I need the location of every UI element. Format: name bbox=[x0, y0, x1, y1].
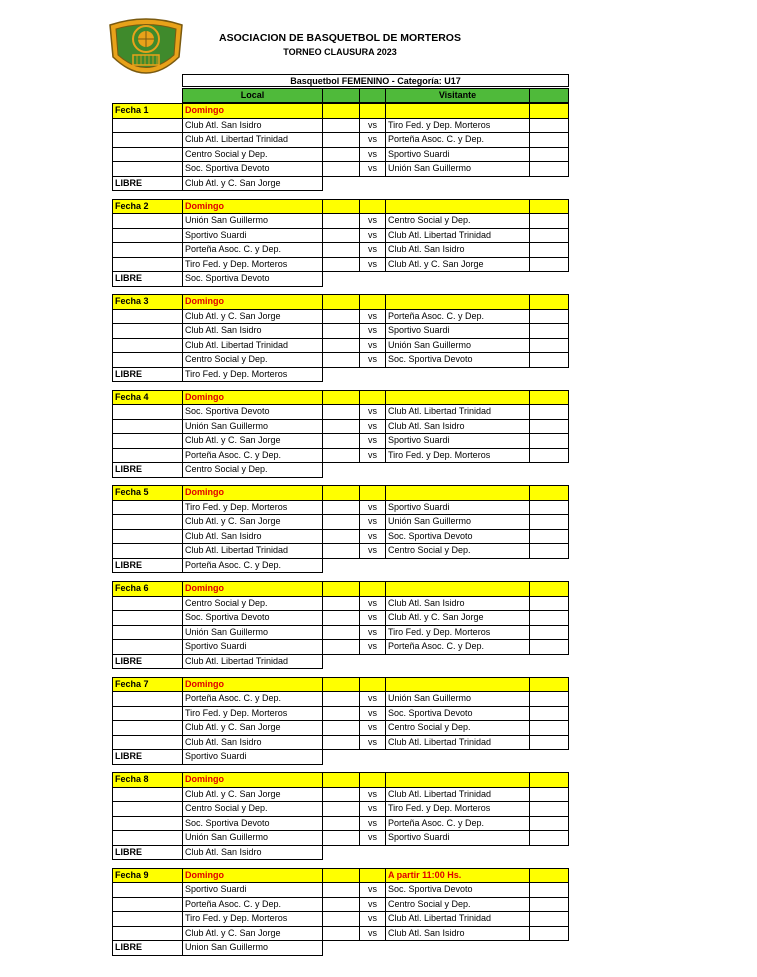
blank-cell bbox=[112, 257, 183, 273]
fecha-note: A partir 11:00 Hs. bbox=[385, 868, 530, 884]
blank-cell bbox=[112, 147, 183, 163]
libre-team: Union San Guillermo bbox=[182, 940, 323, 956]
blank-cell bbox=[112, 433, 183, 449]
local-team: Sportivo Suardi bbox=[182, 882, 323, 898]
blank-cell bbox=[529, 706, 569, 722]
libre-team: Club Atl. San Isidro bbox=[182, 845, 323, 861]
blank-cell bbox=[529, 720, 569, 736]
blank-cell bbox=[112, 610, 183, 626]
libre-label: LIBRE bbox=[112, 271, 183, 287]
blank-cell bbox=[322, 830, 360, 846]
fecha-label: Fecha 6 bbox=[112, 581, 183, 597]
local-team: Centro Social y Dep. bbox=[182, 596, 323, 612]
blank-cell bbox=[529, 625, 569, 641]
vs-label: vs bbox=[359, 323, 386, 339]
vs-label: vs bbox=[359, 787, 386, 803]
local-team: Club Atl. y C. San Jorge bbox=[182, 926, 323, 942]
blank-cell bbox=[322, 639, 360, 655]
visitante-team: Tiro Fed. y Dep. Morteros bbox=[385, 625, 530, 641]
blank-cell bbox=[322, 882, 360, 898]
visitante-team: Club Atl. Libertad Trinidad bbox=[385, 735, 530, 751]
vs-label: vs bbox=[359, 897, 386, 913]
blank-cell bbox=[322, 625, 360, 641]
blank-cell bbox=[322, 801, 360, 817]
visitante-team: Club Atl. Libertad Trinidad bbox=[385, 228, 530, 244]
visitante-header: Visitante bbox=[385, 88, 530, 103]
blank-cell bbox=[322, 735, 360, 751]
blank-cell bbox=[359, 677, 386, 693]
visitante-team: Club Atl. Libertad Trinidad bbox=[385, 787, 530, 803]
blank-cell bbox=[529, 323, 569, 339]
visitante-team: Porteña Asoc. C. y Dep. bbox=[385, 132, 530, 148]
fecha-label: Fecha 5 bbox=[112, 485, 183, 501]
blank-cell bbox=[112, 639, 183, 655]
local-team: Club Atl. Libertad Trinidad bbox=[182, 338, 323, 354]
visitante-team: Centro Social y Dep. bbox=[385, 720, 530, 736]
vs-label: vs bbox=[359, 161, 386, 177]
blank-cell bbox=[322, 323, 360, 339]
blank-cell bbox=[112, 323, 183, 339]
local-team: Sportivo Suardi bbox=[182, 228, 323, 244]
blank-cell bbox=[322, 433, 360, 449]
blank-cell bbox=[322, 543, 360, 559]
blank-cell bbox=[359, 868, 386, 884]
local-team: Centro Social y Dep. bbox=[182, 801, 323, 817]
visitante-team: Soc. Sportiva Devoto bbox=[385, 352, 530, 368]
visitante-team: Club Atl. San Isidro bbox=[385, 926, 530, 942]
blank-cell bbox=[322, 787, 360, 803]
libre-team: Sportivo Suardi bbox=[182, 749, 323, 765]
visitante-team: Centro Social y Dep. bbox=[385, 543, 530, 559]
local-team: Sportivo Suardi bbox=[182, 639, 323, 655]
vs-label: vs bbox=[359, 132, 386, 148]
blank-cell bbox=[112, 596, 183, 612]
blank-cell bbox=[322, 485, 360, 501]
local-team: Club Atl. San Isidro bbox=[182, 118, 323, 134]
local-header: Local bbox=[182, 88, 323, 103]
vs-label: vs bbox=[359, 911, 386, 927]
local-team: Club Atl. Libertad Trinidad bbox=[182, 543, 323, 559]
local-team: Unión San Guillermo bbox=[182, 830, 323, 846]
blank-cell bbox=[112, 735, 183, 751]
libre-label: LIBRE bbox=[112, 176, 183, 192]
fecha-label: Fecha 8 bbox=[112, 772, 183, 788]
blank-cell bbox=[322, 213, 360, 229]
visitante-team: Sportivo Suardi bbox=[385, 147, 530, 163]
blank-cell bbox=[529, 213, 569, 229]
blank-cell bbox=[322, 390, 360, 406]
blank-cell bbox=[529, 228, 569, 244]
blank-cell bbox=[529, 485, 569, 501]
blank-cell bbox=[529, 911, 569, 927]
vs-label: vs bbox=[359, 691, 386, 707]
blank-cell bbox=[112, 228, 183, 244]
blank-cell bbox=[112, 816, 183, 832]
local-team: Porteña Asoc. C. y Dep. bbox=[182, 897, 323, 913]
vs-label: vs bbox=[359, 309, 386, 325]
blank-cell bbox=[112, 830, 183, 846]
blank-cell bbox=[322, 199, 360, 215]
day-label: Domingo bbox=[182, 199, 323, 215]
blank-cell bbox=[112, 882, 183, 898]
visitante-team: Tiro Fed. y Dep. Morteros bbox=[385, 118, 530, 134]
local-team: Soc. Sportiva Devoto bbox=[182, 816, 323, 832]
blank-cell bbox=[322, 816, 360, 832]
libre-team: Club Atl. Libertad Trinidad bbox=[182, 654, 323, 670]
visitante-team: Centro Social y Dep. bbox=[385, 897, 530, 913]
local-team: Porteña Asoc. C. y Dep. bbox=[182, 691, 323, 707]
blank-cell bbox=[322, 514, 360, 530]
blank-cell bbox=[322, 610, 360, 626]
fecha-label: Fecha 7 bbox=[112, 677, 183, 693]
blank-cell bbox=[322, 338, 360, 354]
blank-cell bbox=[112, 419, 183, 435]
vs-label: vs bbox=[359, 706, 386, 722]
local-team: Soc. Sportiva Devoto bbox=[182, 610, 323, 626]
local-team: Club Atl. Libertad Trinidad bbox=[182, 132, 323, 148]
blank-cell bbox=[529, 868, 569, 884]
vs-label: vs bbox=[359, 596, 386, 612]
day-label: Domingo bbox=[182, 581, 323, 597]
blank-cell bbox=[112, 242, 183, 258]
blank-cell bbox=[322, 103, 360, 119]
local-team: Tiro Fed. y Dep. Morteros bbox=[182, 706, 323, 722]
libre-team: Porteña Asoc. C. y Dep. bbox=[182, 558, 323, 574]
blank-cell bbox=[112, 161, 183, 177]
vs-label: vs bbox=[359, 419, 386, 435]
visitante-team: Soc. Sportiva Devoto bbox=[385, 529, 530, 545]
local-team: Club Atl. San Isidro bbox=[182, 323, 323, 339]
blank-cell bbox=[112, 500, 183, 516]
blank-cell bbox=[322, 677, 360, 693]
local-team: Centro Social y Dep. bbox=[182, 147, 323, 163]
visitante-team: Unión San Guillermo bbox=[385, 338, 530, 354]
blank-cell bbox=[112, 926, 183, 942]
blank-cell bbox=[529, 294, 569, 310]
local-team: Unión San Guillermo bbox=[182, 213, 323, 229]
blank-cell bbox=[529, 882, 569, 898]
blank-cell bbox=[529, 132, 569, 148]
fecha-note bbox=[385, 485, 530, 501]
blank-cell bbox=[322, 118, 360, 134]
blank-cell bbox=[322, 596, 360, 612]
local-team: Soc. Sportiva Devoto bbox=[182, 404, 323, 420]
day-label: Domingo bbox=[182, 868, 323, 884]
blank-cell bbox=[322, 772, 360, 788]
visitante-team: Club Atl. San Isidro bbox=[385, 242, 530, 258]
local-team: Club Atl. y C. San Jorge bbox=[182, 514, 323, 530]
visitante-team: Unión San Guillermo bbox=[385, 514, 530, 530]
local-team: Club Atl. y C. San Jorge bbox=[182, 433, 323, 449]
blank-cell bbox=[359, 294, 386, 310]
blank-cell bbox=[322, 868, 360, 884]
local-team: Club Atl. y C. San Jorge bbox=[182, 309, 323, 325]
blank-cell bbox=[529, 691, 569, 707]
vs-label: vs bbox=[359, 735, 386, 751]
visitante-team: Sportivo Suardi bbox=[385, 323, 530, 339]
blank-cell bbox=[112, 404, 183, 420]
blank-cell bbox=[112, 529, 183, 545]
blank-cell bbox=[322, 257, 360, 273]
blank-cell bbox=[322, 404, 360, 420]
libre-label: LIBRE bbox=[112, 749, 183, 765]
blank-cell bbox=[322, 926, 360, 942]
vs-label: vs bbox=[359, 543, 386, 559]
local-team: Club Atl. y C. San Jorge bbox=[182, 720, 323, 736]
blank-cell bbox=[529, 772, 569, 788]
blank-cell bbox=[112, 706, 183, 722]
local-team: Unión San Guillermo bbox=[182, 419, 323, 435]
vs-label: vs bbox=[359, 514, 386, 530]
vs-label: vs bbox=[359, 639, 386, 655]
blank-cell bbox=[529, 816, 569, 832]
blank-cell bbox=[359, 485, 386, 501]
blank-cell bbox=[112, 352, 183, 368]
vs-label: vs bbox=[359, 500, 386, 516]
visitante-team: Tiro Fed. y Dep. Morteros bbox=[385, 801, 530, 817]
blank-cell bbox=[322, 161, 360, 177]
blank-cell bbox=[529, 787, 569, 803]
blank-cell bbox=[359, 581, 386, 597]
blank-cell bbox=[529, 514, 569, 530]
blank-cell bbox=[529, 118, 569, 134]
vs-label: vs bbox=[359, 242, 386, 258]
fecha-label: Fecha 3 bbox=[112, 294, 183, 310]
blank-cell bbox=[112, 543, 183, 559]
blank-cell bbox=[529, 926, 569, 942]
visitante-team: Centro Social y Dep. bbox=[385, 213, 530, 229]
blank-cell bbox=[529, 433, 569, 449]
blank-cell bbox=[529, 352, 569, 368]
blank-cell bbox=[112, 514, 183, 530]
fecha-note bbox=[385, 199, 530, 215]
libre-label: LIBRE bbox=[112, 940, 183, 956]
blank-cell bbox=[322, 242, 360, 258]
local-team: Unión San Guillermo bbox=[182, 625, 323, 641]
visitante-team: Sportivo Suardi bbox=[385, 830, 530, 846]
local-team: Club Atl. San Isidro bbox=[182, 529, 323, 545]
visitante-team: Unión San Guillermo bbox=[385, 691, 530, 707]
local-team: Tiro Fed. y Dep. Morteros bbox=[182, 500, 323, 516]
blank-cell bbox=[359, 103, 386, 119]
vs-label: vs bbox=[359, 257, 386, 273]
blank-cell bbox=[322, 897, 360, 913]
blank-cell bbox=[322, 228, 360, 244]
blank-cell bbox=[112, 132, 183, 148]
blank-cell bbox=[322, 500, 360, 516]
fecha-note bbox=[385, 677, 530, 693]
fecha-note bbox=[385, 294, 530, 310]
day-label: Domingo bbox=[182, 677, 323, 693]
local-team: Soc. Sportiva Devoto bbox=[182, 161, 323, 177]
blank-cell bbox=[112, 787, 183, 803]
libre-label: LIBRE bbox=[112, 654, 183, 670]
blank-cell bbox=[529, 448, 569, 464]
blank-cell bbox=[322, 581, 360, 597]
fecha-note bbox=[385, 772, 530, 788]
visitante-team: Porteña Asoc. C. y Dep. bbox=[385, 816, 530, 832]
visitante-team: Soc. Sportiva Devoto bbox=[385, 882, 530, 898]
blank-cell bbox=[322, 294, 360, 310]
vs-label: vs bbox=[359, 625, 386, 641]
blank-cell bbox=[529, 639, 569, 655]
blank-cell bbox=[322, 691, 360, 707]
blank-cell bbox=[529, 897, 569, 913]
vs-label: vs bbox=[359, 816, 386, 832]
vs-label: vs bbox=[359, 720, 386, 736]
blank-cell bbox=[112, 691, 183, 707]
day-label: Domingo bbox=[182, 390, 323, 406]
blank-cell bbox=[529, 596, 569, 612]
blank-cell bbox=[529, 309, 569, 325]
vs-label: vs bbox=[359, 352, 386, 368]
vs-label: vs bbox=[359, 213, 386, 229]
vs-label: vs bbox=[359, 338, 386, 354]
blank-cell bbox=[359, 390, 386, 406]
blank-cell bbox=[529, 677, 569, 693]
tournament-title: TORNEO CLAUSURA 2023 bbox=[283, 47, 397, 57]
libre-team: Soc. Sportiva Devoto bbox=[182, 271, 323, 287]
blank-cell bbox=[322, 706, 360, 722]
visitante-team: Club Atl. Libertad Trinidad bbox=[385, 911, 530, 927]
blank-cell bbox=[322, 529, 360, 545]
fecha-label: Fecha 4 bbox=[112, 390, 183, 406]
visitante-team: Club Atl. y C. San Jorge bbox=[385, 610, 530, 626]
day-label: Domingo bbox=[182, 485, 323, 501]
vs-label: vs bbox=[359, 830, 386, 846]
visitante-team: Sportivo Suardi bbox=[385, 433, 530, 449]
blank-cell bbox=[112, 897, 183, 913]
visitante-team: Tiro Fed. y Dep. Morteros bbox=[385, 448, 530, 464]
blank-cell bbox=[112, 338, 183, 354]
blank-cell bbox=[322, 147, 360, 163]
vs-label: vs bbox=[359, 147, 386, 163]
libre-label: LIBRE bbox=[112, 845, 183, 861]
blank-cell bbox=[112, 801, 183, 817]
vs-label: vs bbox=[359, 529, 386, 545]
visitante-team: Soc. Sportiva Devoto bbox=[385, 706, 530, 722]
local-team: Tiro Fed. y Dep. Morteros bbox=[182, 257, 323, 273]
local-team: Porteña Asoc. C. y Dep. bbox=[182, 448, 323, 464]
vs-label: vs bbox=[359, 926, 386, 942]
visitante-team: Club Atl. San Isidro bbox=[385, 419, 530, 435]
local-team: Club Atl. San Isidro bbox=[182, 735, 323, 751]
visitante-team: Porteña Asoc. C. y Dep. bbox=[385, 309, 530, 325]
blank-cell bbox=[322, 132, 360, 148]
blank-cell bbox=[529, 390, 569, 406]
blank-cell bbox=[529, 419, 569, 435]
visitante-team: Unión San Guillermo bbox=[385, 161, 530, 177]
blank-cell bbox=[529, 242, 569, 258]
blank-cell bbox=[529, 147, 569, 163]
vs-label: vs bbox=[359, 448, 386, 464]
day-label: Domingo bbox=[182, 294, 323, 310]
visitante-team: Porteña Asoc. C. y Dep. bbox=[385, 639, 530, 655]
blank-cell bbox=[322, 352, 360, 368]
libre-team: Centro Social y Dep. bbox=[182, 462, 323, 478]
blank-cell bbox=[112, 309, 183, 325]
visitante-team: Club Atl. San Isidro bbox=[385, 596, 530, 612]
blank-cell bbox=[529, 257, 569, 273]
blank-cell bbox=[529, 610, 569, 626]
blank-cell bbox=[359, 199, 386, 215]
fecha-label: Fecha 1 bbox=[112, 103, 183, 119]
fecha-label: Fecha 2 bbox=[112, 199, 183, 215]
day-label: Domingo bbox=[182, 772, 323, 788]
blank-cell bbox=[322, 309, 360, 325]
blank-cell bbox=[112, 911, 183, 927]
day-label: Domingo bbox=[182, 103, 323, 119]
blank-cell bbox=[322, 448, 360, 464]
blank-cell bbox=[112, 625, 183, 641]
fecha-note bbox=[385, 390, 530, 406]
libre-label: LIBRE bbox=[112, 367, 183, 383]
libre-team: Club Atl. y C. San Jorge bbox=[182, 176, 323, 192]
blank-cell bbox=[529, 581, 569, 597]
vs-label: vs bbox=[359, 433, 386, 449]
visitante-team: Sportivo Suardi bbox=[385, 500, 530, 516]
local-team: Club Atl. y C. San Jorge bbox=[182, 787, 323, 803]
category-title: Basquetbol FEMENINO - Categoría: U17 bbox=[182, 74, 569, 87]
blank-cell bbox=[529, 199, 569, 215]
blank-cell bbox=[529, 404, 569, 420]
blank-cell bbox=[112, 720, 183, 736]
local-team: Centro Social y Dep. bbox=[182, 352, 323, 368]
blank-cell bbox=[359, 772, 386, 788]
blank-cell bbox=[112, 118, 183, 134]
fecha-note bbox=[385, 581, 530, 597]
vs-label: vs bbox=[359, 610, 386, 626]
blank-cell bbox=[322, 419, 360, 435]
fecha-note bbox=[385, 103, 530, 119]
blank-cell bbox=[529, 801, 569, 817]
local-team: Porteña Asoc. C. y Dep. bbox=[182, 242, 323, 258]
blank-cell bbox=[322, 911, 360, 927]
visitante-team: Club Atl. y C. San Jorge bbox=[385, 257, 530, 273]
vs-label: vs bbox=[359, 404, 386, 420]
blank-cell bbox=[322, 720, 360, 736]
libre-label: LIBRE bbox=[112, 462, 183, 478]
blank-cell bbox=[529, 529, 569, 545]
visitante-team: Club Atl. Libertad Trinidad bbox=[385, 404, 530, 420]
libre-team: Tiro Fed. y Dep. Morteros bbox=[182, 367, 323, 383]
vs-label: vs bbox=[359, 801, 386, 817]
blank-cell bbox=[529, 830, 569, 846]
blank-cell bbox=[112, 448, 183, 464]
fecha-label: Fecha 9 bbox=[112, 868, 183, 884]
blank-cell bbox=[529, 161, 569, 177]
blank-cell bbox=[529, 338, 569, 354]
local-team: Tiro Fed. y Dep. Morteros bbox=[182, 911, 323, 927]
association-title: ASOCIACION DE BASQUETBOL DE MORTEROS bbox=[219, 32, 461, 44]
vs-label: vs bbox=[359, 228, 386, 244]
blank-cell bbox=[112, 213, 183, 229]
vs-label: vs bbox=[359, 882, 386, 898]
blank-cell bbox=[529, 543, 569, 559]
libre-label: LIBRE bbox=[112, 558, 183, 574]
vs-label: vs bbox=[359, 118, 386, 134]
blank-cell bbox=[529, 500, 569, 516]
blank-cell bbox=[529, 103, 569, 119]
blank-cell bbox=[529, 735, 569, 751]
